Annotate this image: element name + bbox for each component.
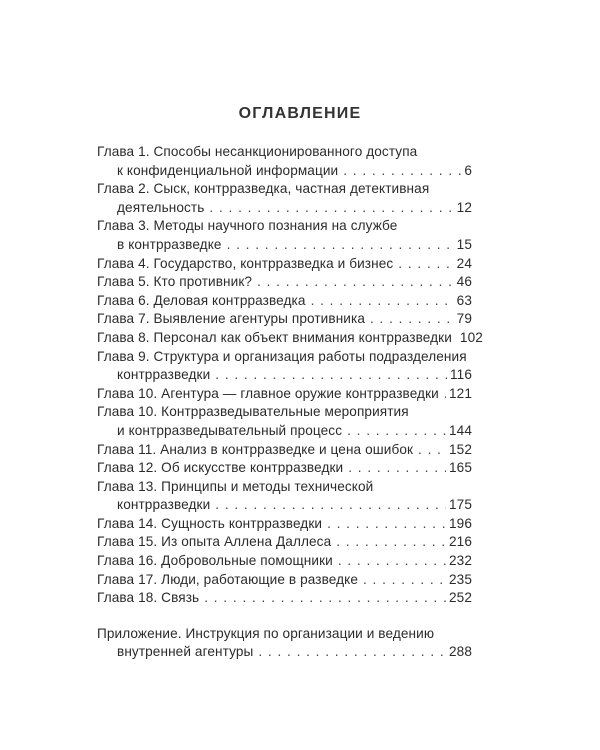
entry-title-text: внутренней агентуры [117,644,254,660]
entry-title-text: Глава 4. Государство, контрразведка и бизнес [97,255,394,271]
toc-line [97,496,472,515]
dot-leader [215,496,446,515]
toc-line [97,292,472,311]
toc-line [97,143,472,162]
dot-leader [311,292,454,311]
toc-line [97,329,483,348]
dot-leader [336,533,446,552]
page-number: 6 [464,162,472,178]
page-number: 232 [449,553,472,569]
toc-appendix-entry [97,625,472,662]
page-number: 79 [456,311,472,327]
entry-title-text: деятельность [117,199,205,215]
toc-line [97,571,472,590]
table-of-contents [97,143,483,662]
dot-leader [204,589,446,608]
entry-title-text: Глава 15. Из опыта Аллена Даллеса [97,534,332,550]
entry-title-text: в контрразведке [117,236,222,252]
toc-entry [97,533,472,552]
toc-entry [97,403,472,440]
page-number: 252 [449,590,472,606]
page-number: 102 [459,329,483,345]
dot-leader [347,422,446,441]
toc-line [97,348,472,367]
entry-title-text: Глава 6. Деловая контрразведка [97,292,306,308]
page-number: 63 [456,292,472,308]
toc-entry [97,292,472,311]
entry-title-text: контрразведки [117,497,211,513]
toc-entry [97,552,472,571]
dot-leader [327,515,446,534]
entry-title-text: контрразведки [117,367,211,383]
dot-leader [215,366,447,385]
entry-title-text: и контрразведывательный процесс [117,422,343,438]
toc-line [97,180,472,199]
page-number: 46 [456,274,472,290]
entry-title-text: Глава 8. Персонал как объект внимания контрразведки [97,329,452,345]
toc-entry [97,459,472,478]
toc-line [97,643,472,662]
entry-title-text: Глава 18. Связь [97,590,200,606]
entry-title-text: Глава 11. Анализ в контрразведке и цена ошибок [97,441,414,457]
entry-title-text: Глава 12. Об искусстве контрразведки [97,460,344,476]
toc-entry [97,143,472,180]
toc-entry [97,478,472,515]
dot-leader [209,199,453,218]
dot-leader [227,236,454,255]
entry-title-text: Глава 13. Принципы и методы технической [97,478,374,494]
page-number: 12 [456,199,472,215]
section-gap [97,608,472,625]
toc-entry [97,571,472,590]
page-number: 288 [449,644,472,660]
page-number: 144 [449,422,472,438]
toc-entry [97,180,472,217]
page-number: 121 [449,385,472,401]
toc-entry [97,348,472,385]
entry-title-text: Глава 2. Сыск, контрразведка, частная детективная [97,181,430,197]
toc-line [97,310,472,329]
entry-title-text: Глава 3. Методы научного познания на службе [97,218,398,234]
page-number: 165 [449,460,472,476]
page-number: 216 [449,534,472,550]
toc-entry [97,385,472,404]
toc-line [97,422,472,441]
toc-line [97,459,472,478]
toc-line [97,255,472,274]
toc-line [97,199,472,218]
page-number: 152 [449,441,472,457]
toc-entry [97,255,472,274]
toc-line [97,217,472,236]
entry-title-text: Глава 1. Способы несанкционированного доступа [97,144,418,159]
toc-entry [97,310,472,329]
toc-line [97,273,472,292]
entry-title-text: Глава 17. Люди, работающие в разведке [97,571,358,587]
toc-line [97,441,472,460]
toc-line [97,533,472,552]
entry-title-text: Глава 14. Сущность контрразведки [97,515,323,531]
dot-leader [398,255,453,274]
dot-leader [363,571,446,590]
toc-line [97,403,472,422]
page-number: 116 [450,367,472,383]
dot-leader [370,310,454,329]
entry-title-text: Глава 7. Выявление агентуры противника [97,311,365,327]
entry-title-text: Глава 10. Контрразведывательные мероприятия [97,404,409,420]
toc-entry [97,441,472,460]
dot-leader [343,162,461,181]
toc-entry [97,515,472,534]
toc-line [97,552,472,571]
toc-entry [97,589,472,608]
page-number: 15 [456,236,472,252]
page-number: 175 [449,497,472,513]
toc-line [97,162,472,181]
toc-line [97,625,472,644]
dot-leader [258,643,446,662]
entry-title-text: Глава 16. Добровольные помощники [97,553,333,569]
toc-line [97,515,472,534]
toc-entry [97,273,472,292]
toc-line [97,366,472,385]
page-number: 196 [449,515,472,531]
dot-leader [348,459,446,478]
page-number: 235 [449,571,472,587]
page-number: 24 [456,255,472,271]
toc-entry [97,329,483,348]
entry-title-text: Глава 5. Кто противник? [97,274,253,290]
toc-line [97,589,472,608]
toc-entry [97,217,472,254]
dot-leader [444,385,446,404]
toc-line [97,236,472,255]
entry-title-text: Приложение. Инструкция по организации и ведению [97,625,435,641]
dot-leader [257,273,454,292]
entry-title-text: к конфиденциальной информации [117,162,339,178]
entry-title-text: Глава 10. Агентура — главное оружие контрразведки [97,385,439,401]
toc-line [97,385,472,404]
page-title: ОГЛАВЛЕНИЕ [238,105,362,122]
dot-leader [418,441,446,460]
toc-line [97,478,472,497]
dot-leader [338,552,446,571]
entry-title-text: Глава 9. Структура и организация работы подразделения [97,348,467,364]
